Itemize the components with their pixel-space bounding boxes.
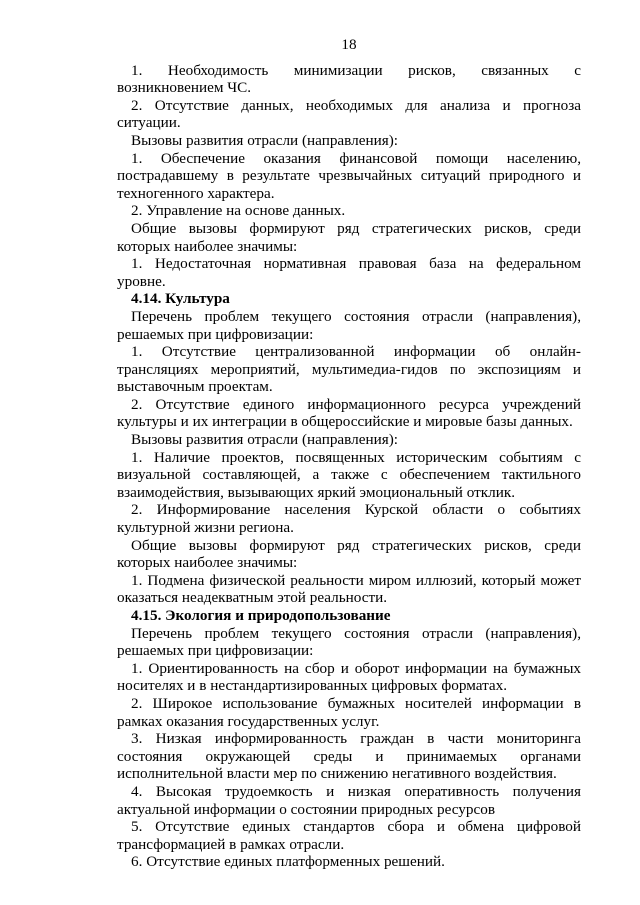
paragraph: Общие вызовы формируют ряд стратегических рисков, среди которых наиболее значимы: — [117, 536, 581, 572]
document-page — [117, 36, 581, 871]
paragraph: 2. Широкое использование бумажных носителей информации в рамках оказания государственных услуг. — [117, 694, 581, 730]
paragraph: 1. Недостаточная нормативная правовая база на федеральном уровне. — [117, 255, 581, 290]
paragraph: 2. Отсутствие данных, необходимых для анализа и прогноза ситуации. — [117, 96, 581, 132]
paragraph: 3. Низкая информированность граждан в части мониторинга состояния окружающей среды и принимаемых органами исполнительной власти мер по снижению негативного воздействия. — [117, 730, 581, 783]
paragraph: Перечень проблем текущего состояния отрасли (направления), решаемых при цифровизации: — [117, 307, 581, 343]
paragraph: 1. Обеспечение оказания финансовой помощи населению, пострадавшему в результате чрезвычайных ситуаций природного и техногенного характера. — [117, 149, 581, 202]
paragraph: 2. Отсутствие единого информационного ресурса учреждений культуры и их интеграции в общероссийские и мировые базы данных. — [117, 395, 581, 431]
paragraph: 1. Отсутствие централизованной информации об онлайн-трансляциях мероприятий, мультимедиа-гидов по экспозициям и выставочным проектам. — [117, 343, 581, 396]
section-heading-culture: 4.14. Культура — [131, 290, 230, 308]
paragraph: 2. Управление на основе данных. — [131, 202, 346, 220]
paragraph: 1. Ориентированность на сбор и оборот информации на бумажных носителях и в нестандартизированных цифровых форматах. — [117, 659, 581, 695]
paragraph: Общие вызовы формируют ряд стратегических рисков, среди которых наиболее значимы: — [117, 219, 581, 255]
paragraph: 2. Информирование населения Курской области о событиях культурной жизни региона. — [117, 501, 581, 537]
paragraph: Перечень проблем текущего состояния отрасли (направления), решаемых при цифровизации: — [117, 624, 581, 660]
paragraph: 4. Высокая трудоемкость и низкая оперативность получения актуальной информации о состоянии природных ресурсов — [117, 782, 581, 818]
section-heading-ecology: 4.15. Экология и природопользование — [131, 607, 391, 624]
paragraph: Вызовы развития отрасли (направления): — [131, 431, 398, 449]
page-number: 18 — [341, 36, 357, 53]
paragraph: 1. Необходимость минимизации рисков, связанных с возникновением ЧС. — [117, 61, 581, 97]
paragraph: 1. Подмена физической реальности миром иллюзий, который может оказаться неадекватным этой реальности. — [117, 571, 581, 607]
paragraph: Вызовы развития отрасли (направления): — [131, 131, 398, 149]
paragraph: 1. Наличие проектов, посвященных историческим событиям с визуальной составляющей, а также с обеспечением тактильного взаимодействия, вызывающих яркий эмоциональный отклик. — [117, 448, 581, 501]
paragraph: 5. Отсутствие единых стандартов сбора и обмена цифровой трансформацией в рамках отрасли. — [117, 818, 581, 853]
paragraph: 6. Отсутствие единых платформенных решений. — [131, 853, 445, 871]
